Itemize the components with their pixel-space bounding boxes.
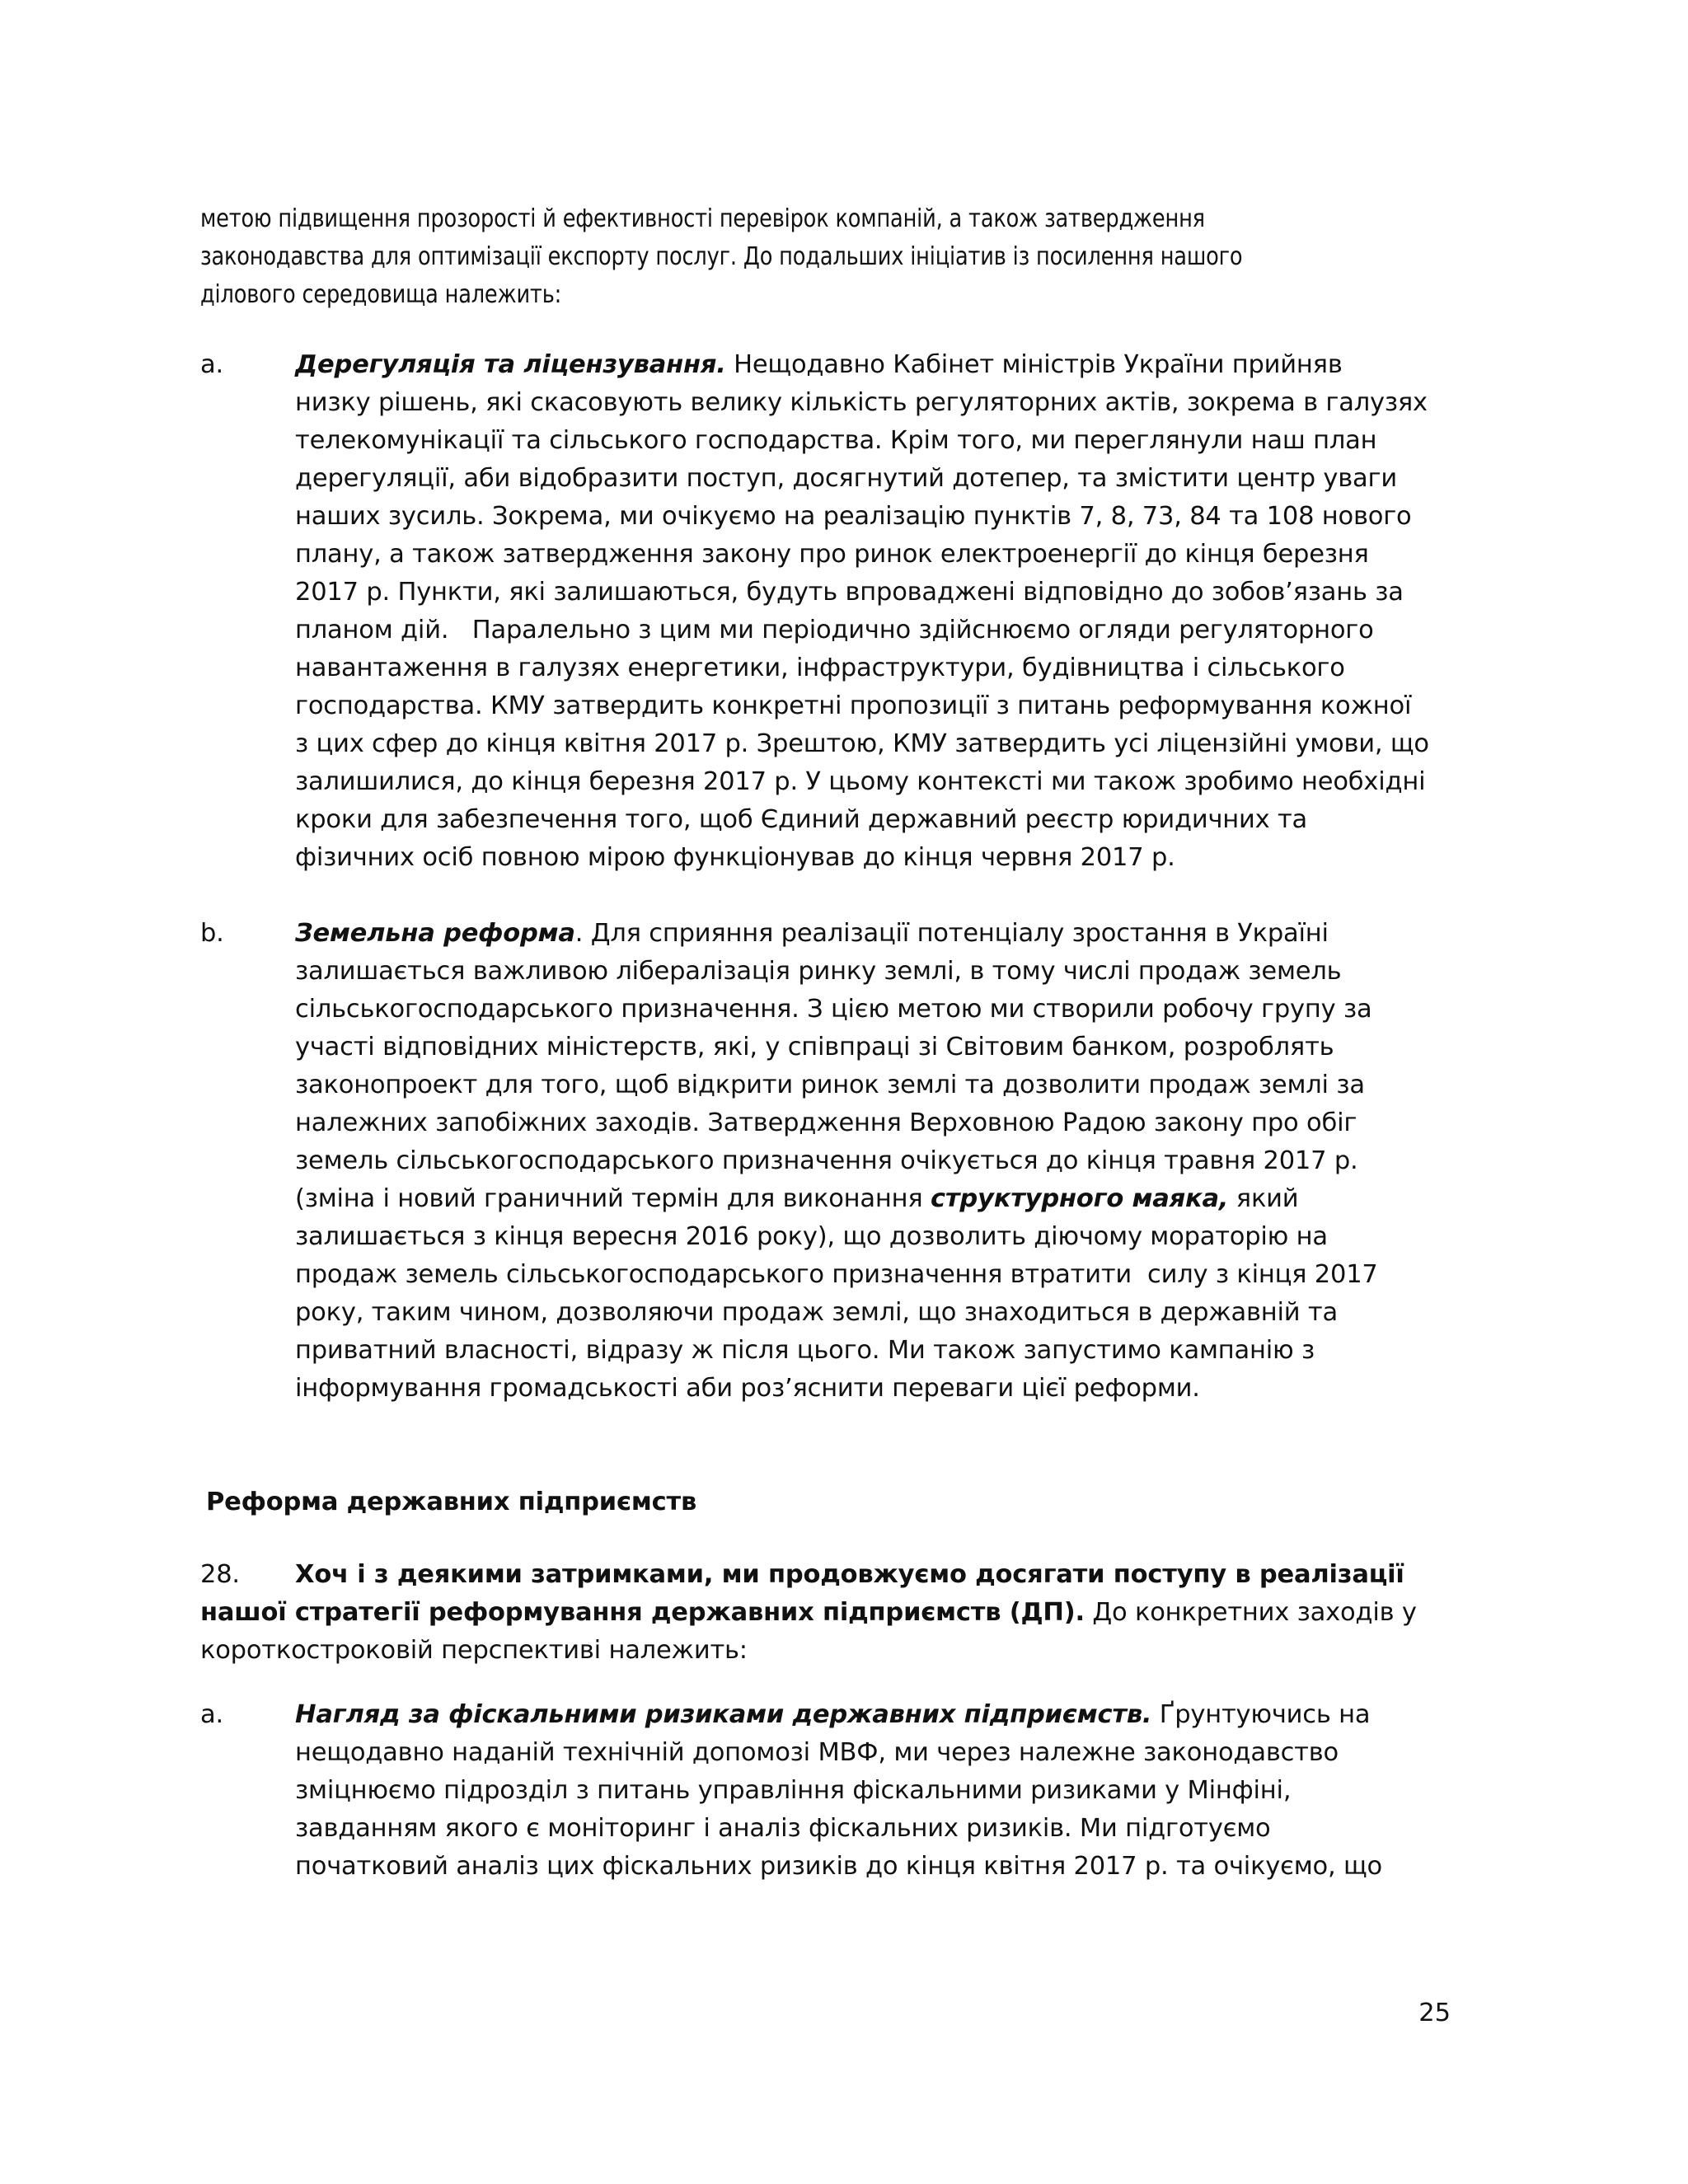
text-line: фізичних осіб повною мірою функціонував до кінця червня 2017 р. <box>295 843 1175 872</box>
text-line: приватний власності, відразу ж після цього. Ми також запустимо кампанію з <box>295 1336 1315 1365</box>
bold-text: Хоч і з деякими затримками, ми продовжуємо досягати поступу в реалізації <box>295 1560 1404 1589</box>
item-text: До конкретних заходів у <box>1084 1598 1417 1627</box>
text-line: завданням якого є моніторинг і аналіз фіскальних ризиків. Ми підготуємо <box>295 1814 1271 1843</box>
text-line: плану, а також затвердження закону про ринок електроенергії до кінця березня <box>295 540 1369 569</box>
item-title: Земельна реформа <box>295 919 575 948</box>
text-line: законопроект для того, щоб відкрити ринок землі та дозволити продаж землі за <box>295 1071 1365 1099</box>
text-line: залишається з кінця вересня 2016 року), що дозволить діючому мораторію на <box>295 1222 1328 1251</box>
intro-paragraph <box>200 200 1453 314</box>
item-title: Дерегуляція та ліцензування. <box>295 350 726 379</box>
text-line: телекомунікації та сільського господарства. Крім того, ми переглянули наш план <box>295 426 1377 455</box>
text-line: метою підвищення прозорості й ефективності перевірок компаній, а також затвердження <box>200 204 1205 233</box>
text-line: сільськогосподарського призначення. З цією метою ми створили робочу групу за <box>295 995 1372 1024</box>
text-line: інформування громадськості аби роз’яснити переваги цієї реформи. <box>295 1374 1200 1403</box>
section-heading: Реформа державних підприємств <box>206 1488 697 1516</box>
text-line: планом дій. Паралельно з цим ми періодично здійснюємо огляди регуляторного <box>295 616 1374 644</box>
text-line <box>295 1180 1378 1218</box>
text-line <box>200 1556 1417 1594</box>
text-line: законодавства для оптимізації експорту послуг. До подальших ініціатив із посилення нашого <box>200 242 1243 271</box>
list-marker: a. <box>200 1700 223 1729</box>
text-line: дерегуляції, аби відобразити поступ, досягнутий дотепер, та змістити центр уваги <box>295 464 1397 493</box>
bold-text: нашої стратегії реформування державних підприємств (ДП). <box>200 1598 1085 1627</box>
structural-beacon-term: структурного маяка, <box>931 1184 1229 1213</box>
text-line: з цих сфер до кінця квітня 2017 р. Зрештою, КМУ затвердить усі ліцензійні умови, що <box>295 729 1429 758</box>
text-line: участі відповідних міністерств, які, у співпраці зі Світовим банком, розроблять <box>295 1033 1334 1062</box>
list-item-body <box>295 915 1378 1408</box>
text-line: 2017 р. Пункти, які залишаються, будуть впроваджені відповідно до зобов’язань за <box>295 578 1404 607</box>
text-line <box>295 915 1378 953</box>
list-marker: b. <box>200 919 224 948</box>
text-line: зміцнюємо підрозділ з питань управління фіскальними ризиками у Мінфіні, <box>295 1776 1292 1805</box>
list-item-body <box>295 1696 1382 1886</box>
paragraph-body <box>200 1556 1417 1670</box>
text-line: господарства. КМУ затвердить конкретні пропозиції з питань реформування кожної <box>295 691 1412 720</box>
item-text: Ґрунтуючись на <box>1151 1700 1371 1729</box>
list-marker: a. <box>200 350 223 379</box>
text-line: низку рішень, які скасовують велику кількість регуляторних актів, зокрема в галузях <box>295 388 1428 417</box>
text-line: наших зусиль. Зокрема, ми очікуємо на реалізацію пунктів 7, 8, 73, 84 та 108 нового <box>295 502 1412 531</box>
text-line: земель сільськогосподарського призначення очікується до кінця травня 2017 р. <box>295 1146 1358 1175</box>
text-line: року, таким чином, дозволяючи продаж землі, що знаходиться в державній та <box>295 1298 1338 1327</box>
page-number: 25 <box>1418 1999 1451 2027</box>
text-line: навантаження в галузях енергетики, інфраструктури, будівництва і сільського <box>295 654 1345 682</box>
paragraph-number: 28. <box>200 1560 240 1589</box>
text-line <box>200 1594 1417 1632</box>
item-text: . Для сприяння реалізації потенціалу зростання в Україні <box>574 919 1329 948</box>
text-line: продаж земель сільськогосподарського призначення втратити силу з кінця 2017 <box>295 1260 1378 1289</box>
item-text: (зміна і новий граничний термін для виконання <box>295 1184 931 1213</box>
text-line: ділового середовища належить: <box>200 280 562 309</box>
text-line: кроки для забезпечення того, щоб Єдиний державний реєстр юридичних та <box>295 805 1308 834</box>
text-line: залишилися, до кінця березня 2017 р. У цьому контексті ми також зробимо необхідні <box>295 767 1426 796</box>
text-line: нещодавно наданій технічній допомозі МВФ, ми через належне законодавство <box>295 1738 1339 1767</box>
text-line <box>295 346 1429 384</box>
text-line: короткостроковій перспективі належить: <box>200 1636 748 1665</box>
list-item-body <box>295 346 1429 877</box>
text-line <box>295 1696 1382 1734</box>
item-text: Нещодавно Кабінет міністрів України прийняв <box>725 350 1343 379</box>
item-text: який <box>1228 1184 1299 1213</box>
text-line: залишається важливою лібералізація ринку землі, в тому числі продаж земель <box>295 957 1342 986</box>
item-title: Нагляд за фіскальними ризиками державних підприємств. <box>295 1700 1152 1729</box>
text-line: початковий аналіз цих фіскальних ризиків до кінця квітня 2017 р. та очікуємо, що <box>295 1852 1382 1881</box>
text-line: належних запобіжних заходів. Затвердження Верховною Радою закону про обіг <box>295 1108 1357 1137</box>
